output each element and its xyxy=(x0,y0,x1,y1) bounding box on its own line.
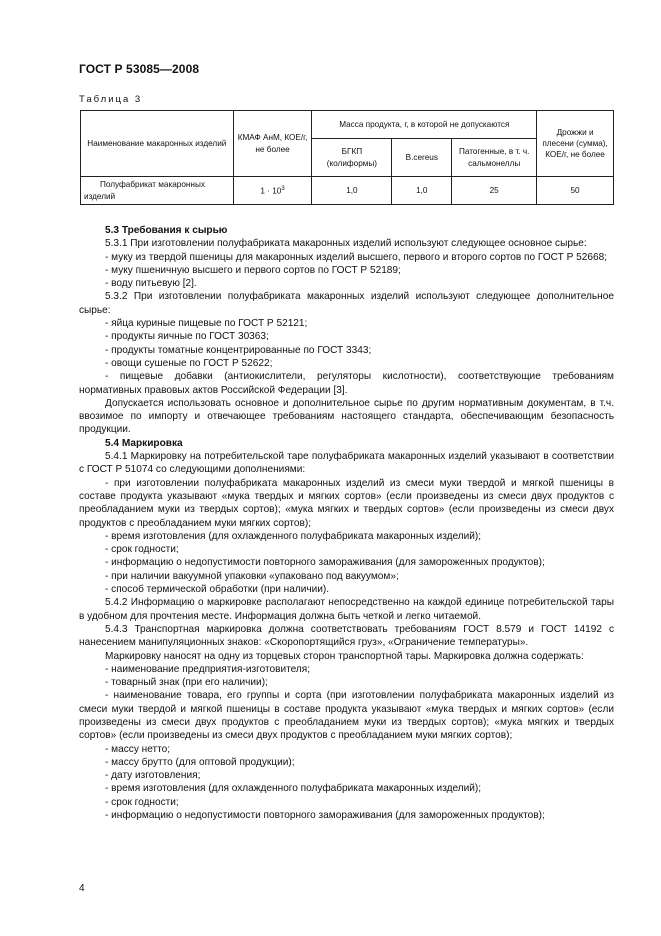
paragraph: - способ термической обработки (при наличии). xyxy=(105,584,330,596)
table-row xyxy=(81,177,614,205)
paragraph: - при изготовлении полуфабриката макаронных изделий из смеси муки твердой и мягкой пшеницы в составе продукта указывают «мука твердых и мягких сортов» (если произведены из смеси двух продуктов с преобладанием муки из твердых сортов); «мука мягких и твердых сортов» (если произведены из смеси двух продуктов с преобладанием муки мягких сортов); xyxy=(79,477,614,529)
cell-kmafanm xyxy=(233,177,312,205)
header-group: Масса продукта, г, в которой не допускаются xyxy=(312,111,537,139)
cell-bcereus: 1,0 xyxy=(392,177,452,205)
header-bcereus: B.cereus xyxy=(392,139,452,177)
header-pathogen: Патогенные, в т. ч. сальмонеллы xyxy=(452,139,537,177)
body-text xyxy=(79,224,614,822)
header-name: Наименование макаронных изделий xyxy=(81,111,234,177)
paragraph: - муку пшеничную высшего и первого сортов по ГОСТ Р 52189; xyxy=(105,264,401,276)
paragraph: - информацию о недопустимости повторного замораживания (для замороженных продуктов); xyxy=(105,557,545,569)
paragraph: - товарный знак (при его наличии); xyxy=(105,677,268,689)
paragraph: - наименование товара, его группы и сорта (при изготовлении полуфабриката макаронных изделий из смеси муки твердой и мягкой пшеницы в составе продукта указывают «мука твердых и мягких сортов» (если произведены из смеси двух продуктов с преобладанием муки из твердых сортов); «мука мягких и твердых сортов» (если произведены из смеси двух продуктов с преобладанием муки мягких сортов); xyxy=(79,690,614,742)
paragraph: - воду питьевую [2]. xyxy=(105,278,197,290)
paragraph: - пищевые добавки (антиокислители, регуляторы кислотности), соответствующие требованиям нормативных правовых актов Российской Федерации [3]. xyxy=(79,371,614,396)
paragraph: 5.4.3 Транспортная маркировка должна соответствовать требованиям ГОСТ 8.579 и ГОСТ 14192 с нанесением манипуляционных знаков: «Скоропортящийся груз», «Ограничение температуры». xyxy=(79,623,614,649)
paragraph: 5.3.1 При изготовлении полуфабриката макаронных изделий используют следующее основное сырье: xyxy=(105,238,587,250)
document-header: ГОСТ Р 53085—2008 xyxy=(79,62,200,76)
header-kmafanm: КМАФ АнМ, КОЕ/г, не более xyxy=(233,111,312,177)
paragraph: - продукты яичные по ГОСТ 30363; xyxy=(105,331,269,343)
paragraph: - овощи сушеные по ГОСТ Р 52622; xyxy=(105,357,273,369)
paragraph: 5.4.1 Маркировку на потребительской таре полуфабриката макаронных изделий указывают в соответствии с ГОСТ Р 51074 со следующими дополнениями: xyxy=(79,451,614,476)
kmafanm-base: 1 · 10 xyxy=(260,186,282,196)
paragraph: - срок годности; xyxy=(105,796,179,808)
paragraph: - информацию о недопустимости повторного замораживания (для замороженных продуктов); xyxy=(105,810,545,822)
header-yeast: Дрожжи и плесени (сумма), КОЕ/г, не более xyxy=(537,111,614,177)
paragraph: - массу брутто (для оптовой продукции); xyxy=(105,756,295,768)
paragraph: 5.3.2 При изготовлении полуфабриката макаронных изделий используют следующее дополнительное сырье: xyxy=(79,291,614,316)
paragraph: - наименование предприятия-изготовителя; xyxy=(105,663,311,675)
paragraph: - муку из твердой пшеницы для макаронных изделий высшего, первого и второго сортов по ГОСТ Р 52668; xyxy=(105,251,608,263)
paragraph: - время изготовления (для охлажденного полуфабриката макаронных изделий); xyxy=(105,783,482,795)
table-caption: Таблица 3 xyxy=(79,94,143,105)
paragraph: - яйца куриные пищевые по ГОСТ Р 52121; xyxy=(105,318,308,330)
paragraph: - продукты томатные концентрированные по ГОСТ 3343; xyxy=(105,344,372,356)
paragraph: - дату изготовления; xyxy=(105,770,201,782)
paragraph: - время изготовления (для охлажденного полуфабриката макаронных изделий); xyxy=(105,530,482,542)
paragraph: 5.4.2 Информацию о маркировке располагают непосредственно на каждой единице потребительской тары в удобном для прочтения месте. Информация должна быть четкой и легко читаемой. xyxy=(79,597,614,622)
microbiology-table xyxy=(80,110,614,205)
paragraph: - при наличии вакуумной упаковки «упаковано под вакуумом»; xyxy=(105,570,399,582)
cell-pathogen: 25 xyxy=(452,177,537,205)
cell-bgkp: 1,0 xyxy=(312,177,392,205)
kmafanm-exponent: 3 xyxy=(281,185,285,192)
paragraph: Допускается использовать основное и дополнительное сырье по другим нормативным документам, в т.ч. ввозимое по импорту и отвечающее требованиям настоящего стандарта, обеспечивающим безопасность продукции. xyxy=(79,397,614,436)
section-heading: 5.3 Требования к сырью xyxy=(105,225,228,236)
cell-name: Полуфабрикат макаронных изделий xyxy=(81,177,234,205)
header-bgkp: БГКП (колиформы) xyxy=(312,139,392,177)
section-heading: 5.4 Маркировка xyxy=(105,437,183,449)
paragraph: - массу нетто; xyxy=(105,743,171,755)
page-number: 4 xyxy=(79,883,85,894)
paragraph: Маркировку наносят на одну из торцевых сторон транспортной тары. Маркировка должна содержать: xyxy=(105,650,584,662)
cell-yeast: 50 xyxy=(537,177,614,205)
paragraph: - срок годности; xyxy=(105,544,179,556)
